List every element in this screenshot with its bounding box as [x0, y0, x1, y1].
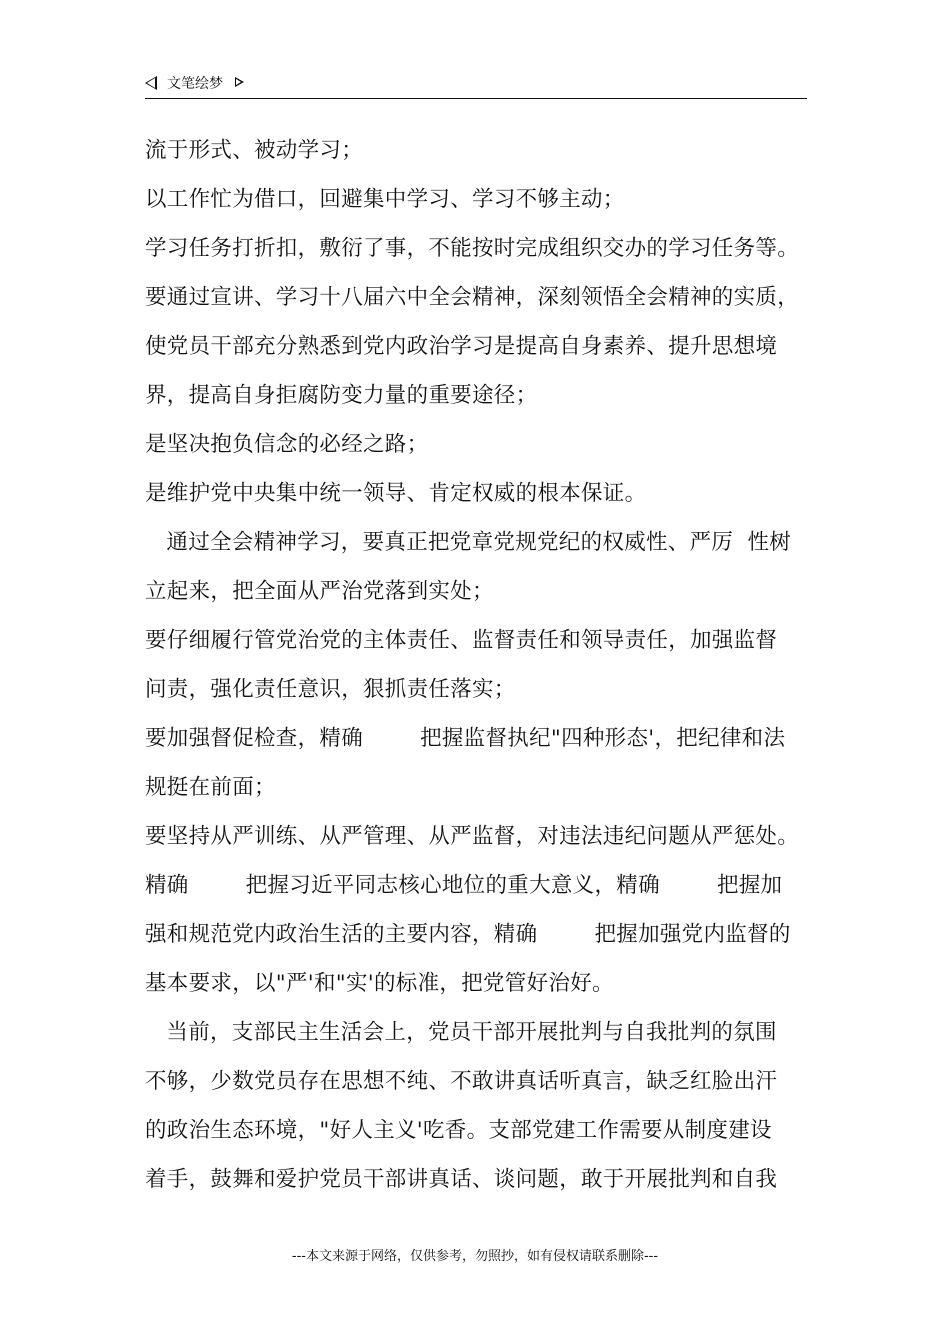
text-line: 规挺在前面； — [145, 775, 276, 800]
text-line: 通过全会精神学习，要真正把党章党规党纪的权威性、严厉 性树 — [145, 530, 792, 555]
text-line: 问责，强化责任意识，狠抓责任落实； — [145, 677, 516, 702]
page-header — [145, 72, 807, 99]
text-line: 不够，少数党员存在思想不纯、不敢讲真话听真言，缺乏红脸出汗 — [145, 1069, 778, 1094]
text-line: 是维护党中央集中统一领导、肯定权威的根本保证。 — [145, 481, 647, 506]
text-line: 使党员干部充分熟悉到党内政治学习是提高自身素养、提升思想境 — [145, 334, 778, 359]
page-footer: ---本文来源于网络，仅供参考，勿照抄，如有侵权请联系删除--- — [291, 1249, 659, 1264]
text-line: 要仔细履行管党治党的主体责任、监督责任和领导责任，加强监督 — [145, 628, 778, 653]
text-line: 基本要求，以"严'和"实'的标准，把党管好治好。 — [145, 971, 614, 996]
triangle-left-icon — [145, 76, 157, 90]
text-line: 要加强督促检查，精确 把握监督执纪"四种形态'，把纪律和法 — [145, 726, 786, 751]
text-line: 要通过宣讲、学习十八届六中全会精神，深刻领悟全会精神的实质， — [145, 285, 800, 310]
text-line: 着手，鼓舞和爱护党员干部讲真话、谈问题，敢于开展批判和自我 — [145, 1167, 778, 1192]
triangle-right-icon — [235, 77, 244, 87]
text-line: 的政治生态环境，"好人主义'吃香。支部党建工作需要从制度建设 — [145, 1118, 772, 1143]
text-line: 立起来，把全面从严治党落到实处； — [145, 579, 494, 604]
document-body — [145, 133, 825, 1211]
text-line: 是坚决抱负信念的必经之路； — [145, 432, 429, 457]
header-brand: 文笔绘梦 — [167, 76, 223, 92]
text-line: 精确 把握习近平同志核心地位的重大意义，精确 把握加 — [145, 873, 783, 898]
text-line: 要坚持从严训练、从严管理、从严监督，对违法违纪问题从严惩处。 — [145, 824, 800, 849]
text-line: 当前，支部民主生活会上，党员干部开展批判与自我批判的氛围 — [145, 1020, 777, 1045]
text-line: 学习任务打折扣，敷衍了事，不能按时完成组织交办的学习任务等。 — [145, 236, 800, 261]
text-line: 界，提高自身拒腐防变力量的重要途径； — [145, 383, 538, 408]
text-line: 强和规范党内政治生活的主要内容，精确 把握加强党内监督的 — [145, 922, 791, 947]
text-line: 以工作忙为借口，回避集中学习、学习不够主动； — [145, 187, 625, 212]
text-line: 流于形式、被动学习； — [145, 138, 364, 163]
